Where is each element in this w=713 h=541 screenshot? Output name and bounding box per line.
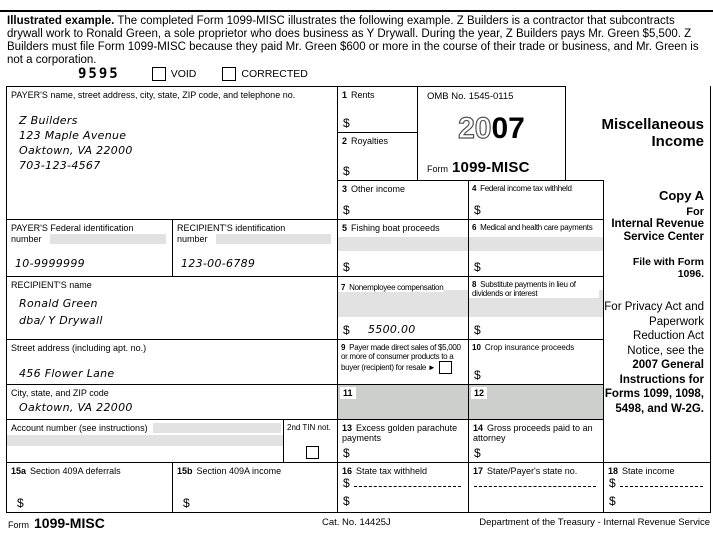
box-13-golden-parachute[interactable] [337,419,468,462]
direct-sales-checkbox[interactable] [439,361,452,374]
box-18-dollar-1: $ [609,476,616,490]
copy-a-title: Copy A [658,188,704,203]
box-13-number: 13 [342,423,353,433]
box-4-dollar: $ [474,203,481,217]
year-outline: 20 [458,112,492,145]
recipient-dba-line: dba/ Y Drywall [19,314,103,327]
form-title [565,86,710,180]
payer-id-value: 10-9999999 [15,257,85,270]
payer-line-1: Z Builders [19,114,78,127]
payer-line-4: 703-123-4567 [19,159,101,172]
box-1-dollar: $ [343,116,350,130]
title-line-1: Miscellaneous [601,116,704,133]
corrected-label: CORRECTED [241,68,308,80]
box-7-number: 7 [341,283,346,292]
box-7-shading [338,290,468,317]
payer-name-value [19,113,133,173]
box-10-number: 10 [472,343,481,352]
recipient-id-value: 123-00-6789 [181,257,256,270]
box-17-number: 17 [473,466,484,476]
box-12-number: 12 [471,387,487,399]
payer-line-2: 123 Maple Avenue [19,129,127,142]
box-5-shading [338,237,468,251]
box-10-label: Crop insurance proceeds [484,343,575,352]
recipient-id-shading [216,234,331,244]
year-bold: 07 [491,112,525,145]
recipient-name-value [19,295,103,329]
privacy-regular: For Privacy Act and Paperwork Reduction Act Notice, see the [604,301,704,357]
form-number: 1099-MISC [452,159,530,176]
box-16-dollar-2: $ [343,494,350,508]
box-16-dashed-line [354,485,461,487]
box-8-dollar: $ [474,323,481,337]
tax-year [418,114,565,144]
box-2-dollar: $ [343,164,350,178]
footer-form-value: 1099-MISC [34,515,105,531]
payer-fed-id-box[interactable] [6,219,172,276]
box-18-dashed-line [620,485,703,487]
box-16-number: 16 [342,466,353,476]
box-4-federal-tax[interactable] [468,180,603,219]
street-address-label: Street address (including apt. no.) [11,343,147,353]
privacy-notice [604,300,704,416]
illustrated-example-paragraph [7,15,709,67]
city-state-zip-value: Oaktown, VA 22000 [19,401,133,414]
box-5-number: 5 [342,223,348,233]
payer-id-label-2: number [11,234,42,244]
box-15b-number: 15b [177,466,193,476]
title-line-2: Income [651,133,704,150]
box-1-label: Rents [351,90,375,100]
omb-number: OMB No. 1545-0115 [427,91,514,102]
account-number-box[interactable] [6,419,283,462]
box-2-number: 2 [342,136,348,146]
form-number-line [427,159,530,176]
box-15a-number: 15a [11,466,27,476]
box-8-label: Substitute payments in lieu of dividends or interest [472,280,576,298]
void-label: VOID [170,68,197,80]
box-13-label: Excess golden parachute payments [342,423,458,443]
box-6-label: Medical and health care payments [480,223,593,232]
box-2-label: Royalties [351,136,389,146]
recipient-id-label-2: number [177,234,208,244]
box-14-dollar: $ [474,446,481,460]
recipient-id-label-1: RECIPIENT'S identification [177,223,286,233]
box-14-number: 14 [473,423,484,433]
box-18-dollar-2: $ [609,494,616,508]
street-address-value: 456 Flower Lane [19,367,115,380]
box-1-rents[interactable] [337,86,417,132]
corrected-checkbox[interactable] [222,67,236,81]
box-15b-label: Section 409A income [196,466,282,476]
second-tin-box[interactable] [283,419,337,462]
street-address-box[interactable] [6,339,337,384]
box-9-direct-sales[interactable] [337,339,468,384]
city-state-zip-box[interactable] [6,384,337,419]
omb-year-box [417,86,565,180]
intro-lead: Illustrated example. [7,15,115,27]
box-9-label: Payer made direct sales of $5,000 or more of consumer products to a buyer (recipient) for resale [341,343,461,372]
form-grid [6,86,711,513]
code-row [0,64,713,84]
city-state-zip-label: City, state, and ZIP code [11,388,109,398]
copy-a-for: For [686,206,704,218]
footer-form-number [8,515,105,531]
box-17-state-number[interactable] [468,462,603,512]
box-14-attorney-proceeds[interactable] [468,419,603,462]
payer-id-label-1: PAYER'S Federal identification [11,223,134,233]
box-15b-dollar: $ [183,496,190,510]
treasury-department-line: Department of the Treasury - Internal Revenue Service [479,517,710,528]
box-3-dollar: $ [343,203,350,217]
box-5-label: Fishing boat proceeds [351,223,440,233]
box-10-crop-insurance[interactable] [468,339,603,384]
box-2-royalties[interactable] [337,132,417,180]
intro-text: The completed Form 1099-MISC illustrates the following example. Z Builders is a contractor that subcontracts drywall work to Ronald Green, a sole proprietor who does business as Y Drywall. During the year, Z Builders pays Mr. Green $5,500. Z Builders must file Form 1099-MISC because they paid Mr. Green $600 or more in the course of their trade or business, and Mr. Green is not a corporation. [7,15,699,66]
box-17-dashed-line [474,485,596,487]
box-12-reserved [468,384,603,419]
box-5-dollar: $ [343,260,350,274]
box-11-number: 11 [340,387,356,399]
account-shading-1 [153,423,281,433]
copy-a-column [603,180,710,462]
box-18-label: State income [622,466,675,476]
account-number-label: Account number (see instructions) [11,423,151,433]
box-7-nonemployee-comp[interactable] [337,276,468,339]
box-7-label: Nonemployee compensation [349,283,444,292]
top-rule [0,10,713,12]
footer-form-word: Form [8,520,29,530]
box-15b-409a-income[interactable] [172,462,337,512]
second-tin-label: 2nd TIN not. [287,423,331,432]
box-16-dollar-1: $ [343,476,350,490]
form-word: Form [427,164,448,174]
recipient-name-label: RECIPIENT'S name [11,280,92,290]
catalog-number: Cat. No. 14425J [322,517,391,528]
box-9-number: 9 [341,343,346,352]
account-shading-2 [7,435,283,446]
recipient-id-box[interactable] [172,219,337,276]
recipient-name-line: Ronald Green [19,297,98,310]
box-15a-label: Section 409A deferrals [30,466,121,476]
resale-arrow-icon: ► [427,363,436,372]
copy-a-irs-1: Internal Revenue [611,218,704,230]
box-1-number: 1 [342,90,348,100]
box-15a-409a-deferrals[interactable] [6,462,172,512]
box-6-number: 6 [472,223,477,232]
box-4-label: Federal income tax withheld [480,184,572,193]
copy-a-irs-2: Service Center [623,231,704,243]
form-footer [0,513,713,537]
payer-name-label: PAYER'S name, street address, city, state, ZIP code, and telephone no. [11,90,296,100]
box-7-dollar: $ [343,323,350,337]
box-6-dollar: $ [474,260,481,274]
box-3-other-income[interactable] [337,180,468,219]
payer-line-3: Oaktown, VA 22000 [19,144,133,157]
box-3-label: Other income [351,184,406,194]
box-14-label: Gross proceeds paid to an attorney [473,423,593,443]
box-10-dollar: $ [474,368,481,382]
form-code: 9595 [78,66,120,82]
box-5-fishing-boat[interactable] [337,219,468,276]
file-with-1096: File with Form 1096. [632,256,704,280]
box-18-state-income[interactable] [603,462,710,512]
void-checkbox[interactable] [152,67,166,81]
box-8-substitute-payments[interactable] [468,276,603,339]
box-3-number: 3 [342,184,348,194]
box-17-label: State/Payer's state no. [487,466,578,476]
privacy-bold: 2007 General Instructions for Forms 1099, 1098, 5498, and W-2G. [604,359,704,415]
recipient-name-box[interactable] [6,276,337,339]
box-8-number: 8 [472,280,477,289]
payer-id-shading [50,234,166,244]
box-16-label: State tax withheld [356,466,428,476]
box-16-state-tax[interactable] [337,462,468,512]
box-7-value: 5500.00 [368,323,416,336]
box-4-number: 4 [472,184,477,193]
box-18-number: 18 [608,466,619,476]
box-11-reserved [337,384,468,419]
box-6-shading [469,237,603,251]
box-15a-dollar: $ [17,496,24,510]
second-tin-checkbox[interactable] [306,446,319,459]
box-6-medical[interactable] [468,219,603,276]
payer-name-box[interactable] [6,86,337,219]
box-13-dollar: $ [343,446,350,460]
